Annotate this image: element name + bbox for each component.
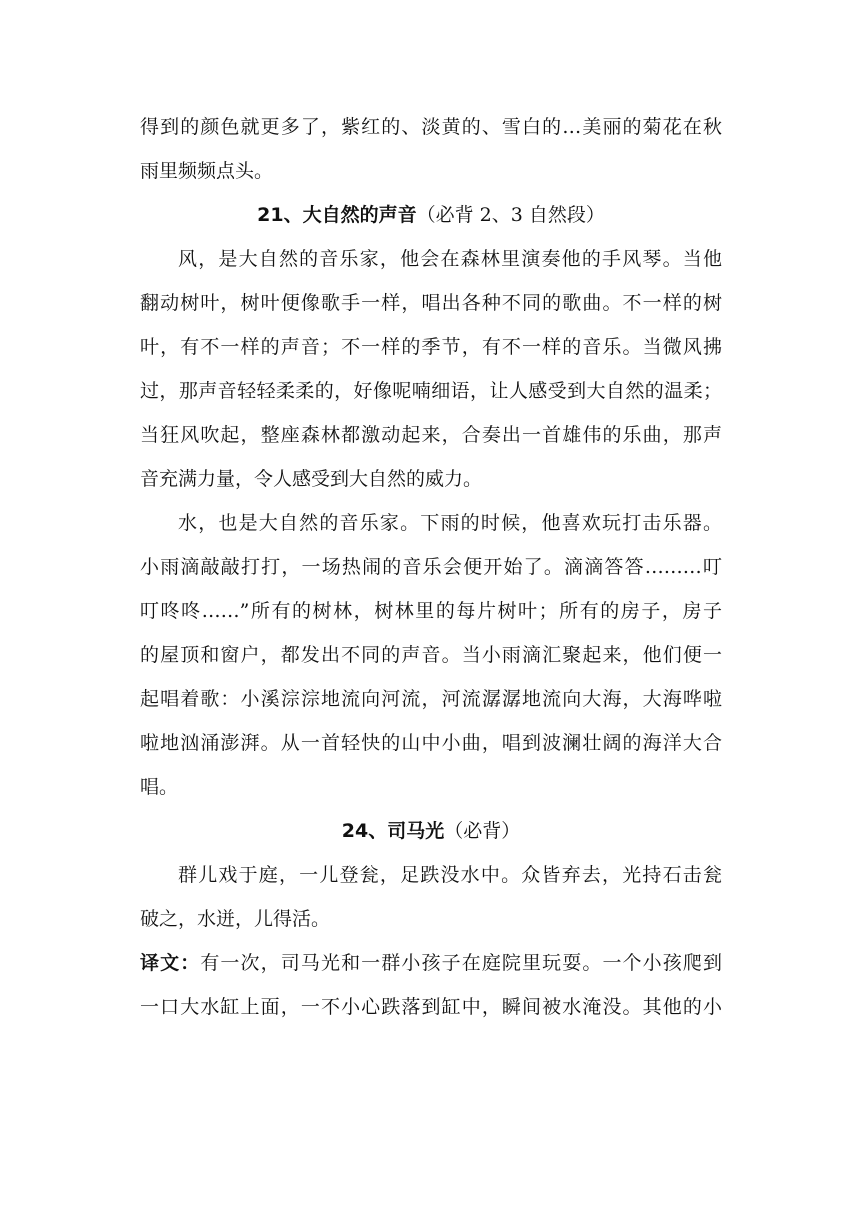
s24-original-line-1: 群儿戏于庭，一儿登瓮，足跌没水中。众皆弃去，光持石击瓮 bbox=[178, 864, 722, 886]
s21-p2-line-5: 起唱着歌：小溪淙淙地流向河流，河流潺潺地流向大海，大海哗啦 bbox=[140, 688, 722, 710]
s21-p2-line-3: 叮咚咚……”所有的树林，树林里的每片树叶；所有的房子，房子 bbox=[140, 600, 722, 622]
section-21-note: （必背 2、3 自然段） bbox=[416, 204, 605, 226]
translation-label: 译文： bbox=[140, 952, 201, 974]
s21-p2-line-6: 啦地汹涌澎湃。从一首轻快的山中小曲，唱到波澜壮阔的海洋大合 bbox=[140, 732, 722, 754]
s24-original-line-2: 破之，水迸，儿得活。 bbox=[140, 908, 331, 930]
s21-p1-line-2: 翻动树叶，树叶便像歌手一样，唱出各种不同的歌曲。不一样的树 bbox=[140, 292, 722, 314]
s24-translation-line-1 bbox=[140, 941, 722, 985]
translation-text-1: 有一次，司马光和一群小孩子在庭院里玩耍。一个小孩爬到 bbox=[200, 952, 722, 974]
s21-p1-line-5: 当狂风吹起，整座森林都激动起来，合奏出一首雄伟的乐曲，那声 bbox=[140, 424, 722, 446]
s21-p2-line-7: 唱。 bbox=[140, 776, 179, 798]
s21-p1-line-3: 叶，有不一样的声音；不一样的季节，有不一样的音乐。当微风拂 bbox=[140, 336, 722, 358]
intro-line-2: 雨里频频点头。 bbox=[140, 160, 274, 182]
section-24-title: 24、司马光 bbox=[341, 820, 445, 842]
intro-line-1: 得到的颜色就更多了，紫红的、淡黄的、雪白的…美丽的菊花在秋 bbox=[140, 116, 722, 138]
section-21-heading bbox=[140, 193, 722, 237]
section-24-note: （必背） bbox=[444, 820, 521, 842]
s21-p1-line-1: 风，是大自然的音乐家，他会在森林里演奏他的手风琴。当他 bbox=[178, 248, 722, 270]
s21-p1-line-4: 过，那声音轻轻柔柔的，好像呢喃细语，让人感受到大自然的温柔； bbox=[140, 380, 722, 402]
s21-p1-line-6: 音充满力量，令人感受到大自然的威力。 bbox=[140, 468, 483, 490]
s21-p2-line-1: 水，也是大自然的音乐家。下雨的时候，他喜欢玩打击乐器。 bbox=[178, 512, 722, 534]
s21-p2-line-4: 的屋顶和窗户，都发出不同的声音。当小雨滴汇聚起来，他们便一 bbox=[140, 644, 722, 666]
section-24-heading bbox=[140, 809, 722, 853]
document-page bbox=[140, 105, 722, 1029]
s21-p2-line-2: 小雨滴敲敲打打，一场热闹的音乐会便开始了。滴滴答答………叮 bbox=[140, 556, 722, 578]
s24-translation-line-2: 一口大水缸上面，一不小心跌落到缸中，瞬间被水淹没。其他的小 bbox=[140, 996, 722, 1018]
section-21-title: 21、大自然的声音 bbox=[257, 204, 417, 226]
